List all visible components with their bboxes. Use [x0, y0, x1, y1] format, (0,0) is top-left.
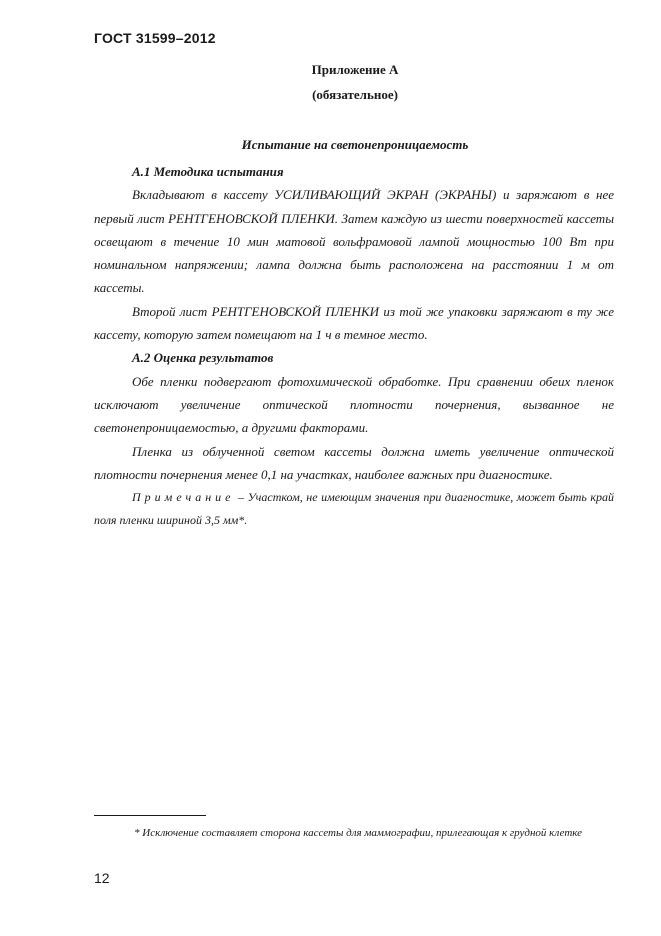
footnote-divider	[94, 815, 206, 816]
document-code: ГОСТ 31599–2012	[94, 30, 216, 46]
a2-paragraph-1: Обе пленки подвергают фотохимической обработке. При сравнении обеих пленок исключают увеличение оптической плотности почернения, вызванное не светонепроницаемостью, а другими факторами.	[94, 373, 614, 436]
appendix-subtitle: (обязательное)	[312, 87, 398, 102]
note-label: Примечание	[132, 490, 235, 505]
note-text: – Участком, не имеющим значения при диагностике, может быть край поля пленки шириной 3,5 мм*.	[94, 490, 614, 528]
note	[94, 486, 614, 533]
a1-paragraph-2: Второй лист РЕНТГЕНОВСКОЙ ПЛЕНКИ из той же упаковки заряжают в ту же кассету, которую затем помещают на 1 ч в темное место.	[94, 303, 614, 343]
a2-paragraph-2: Пленка из облученной светом кассеты должна иметь увеличение оптической плотности почернения менее 0,1 на участках, наиболее важных при диагностике.	[94, 443, 614, 482]
page-number: 12	[94, 870, 110, 886]
section-title: Испытание на светонепроницаемость	[241, 137, 469, 152]
section-body	[94, 160, 614, 533]
a2-heading: А.2 Оценка результатов	[132, 350, 274, 366]
footnote: * Исключение составляет сторона кассеты для маммографии, прилегающая к грудной клетке	[134, 827, 583, 839]
a1-heading: А.1 Методика испытания	[132, 164, 284, 179]
appendix-title: Приложение А	[311, 62, 399, 77]
a1-paragraph-1: Вкладывают в кассету УСИЛИВАЮЩИЙ ЭКРАН (ЭКРАНЫ) и заряжают в нее первый лист РЕНТГЕНОВСКОЙ ПЛЕНКИ. Затем каждую из шести поверхностей кассеты освещают в течение 10 мин матовой вольфрамовой лампой мощностью 100 Вт при номинальном напряжении; лампа должна быть расположена на расстоянии 1 м от кассеты.	[94, 187, 614, 296]
